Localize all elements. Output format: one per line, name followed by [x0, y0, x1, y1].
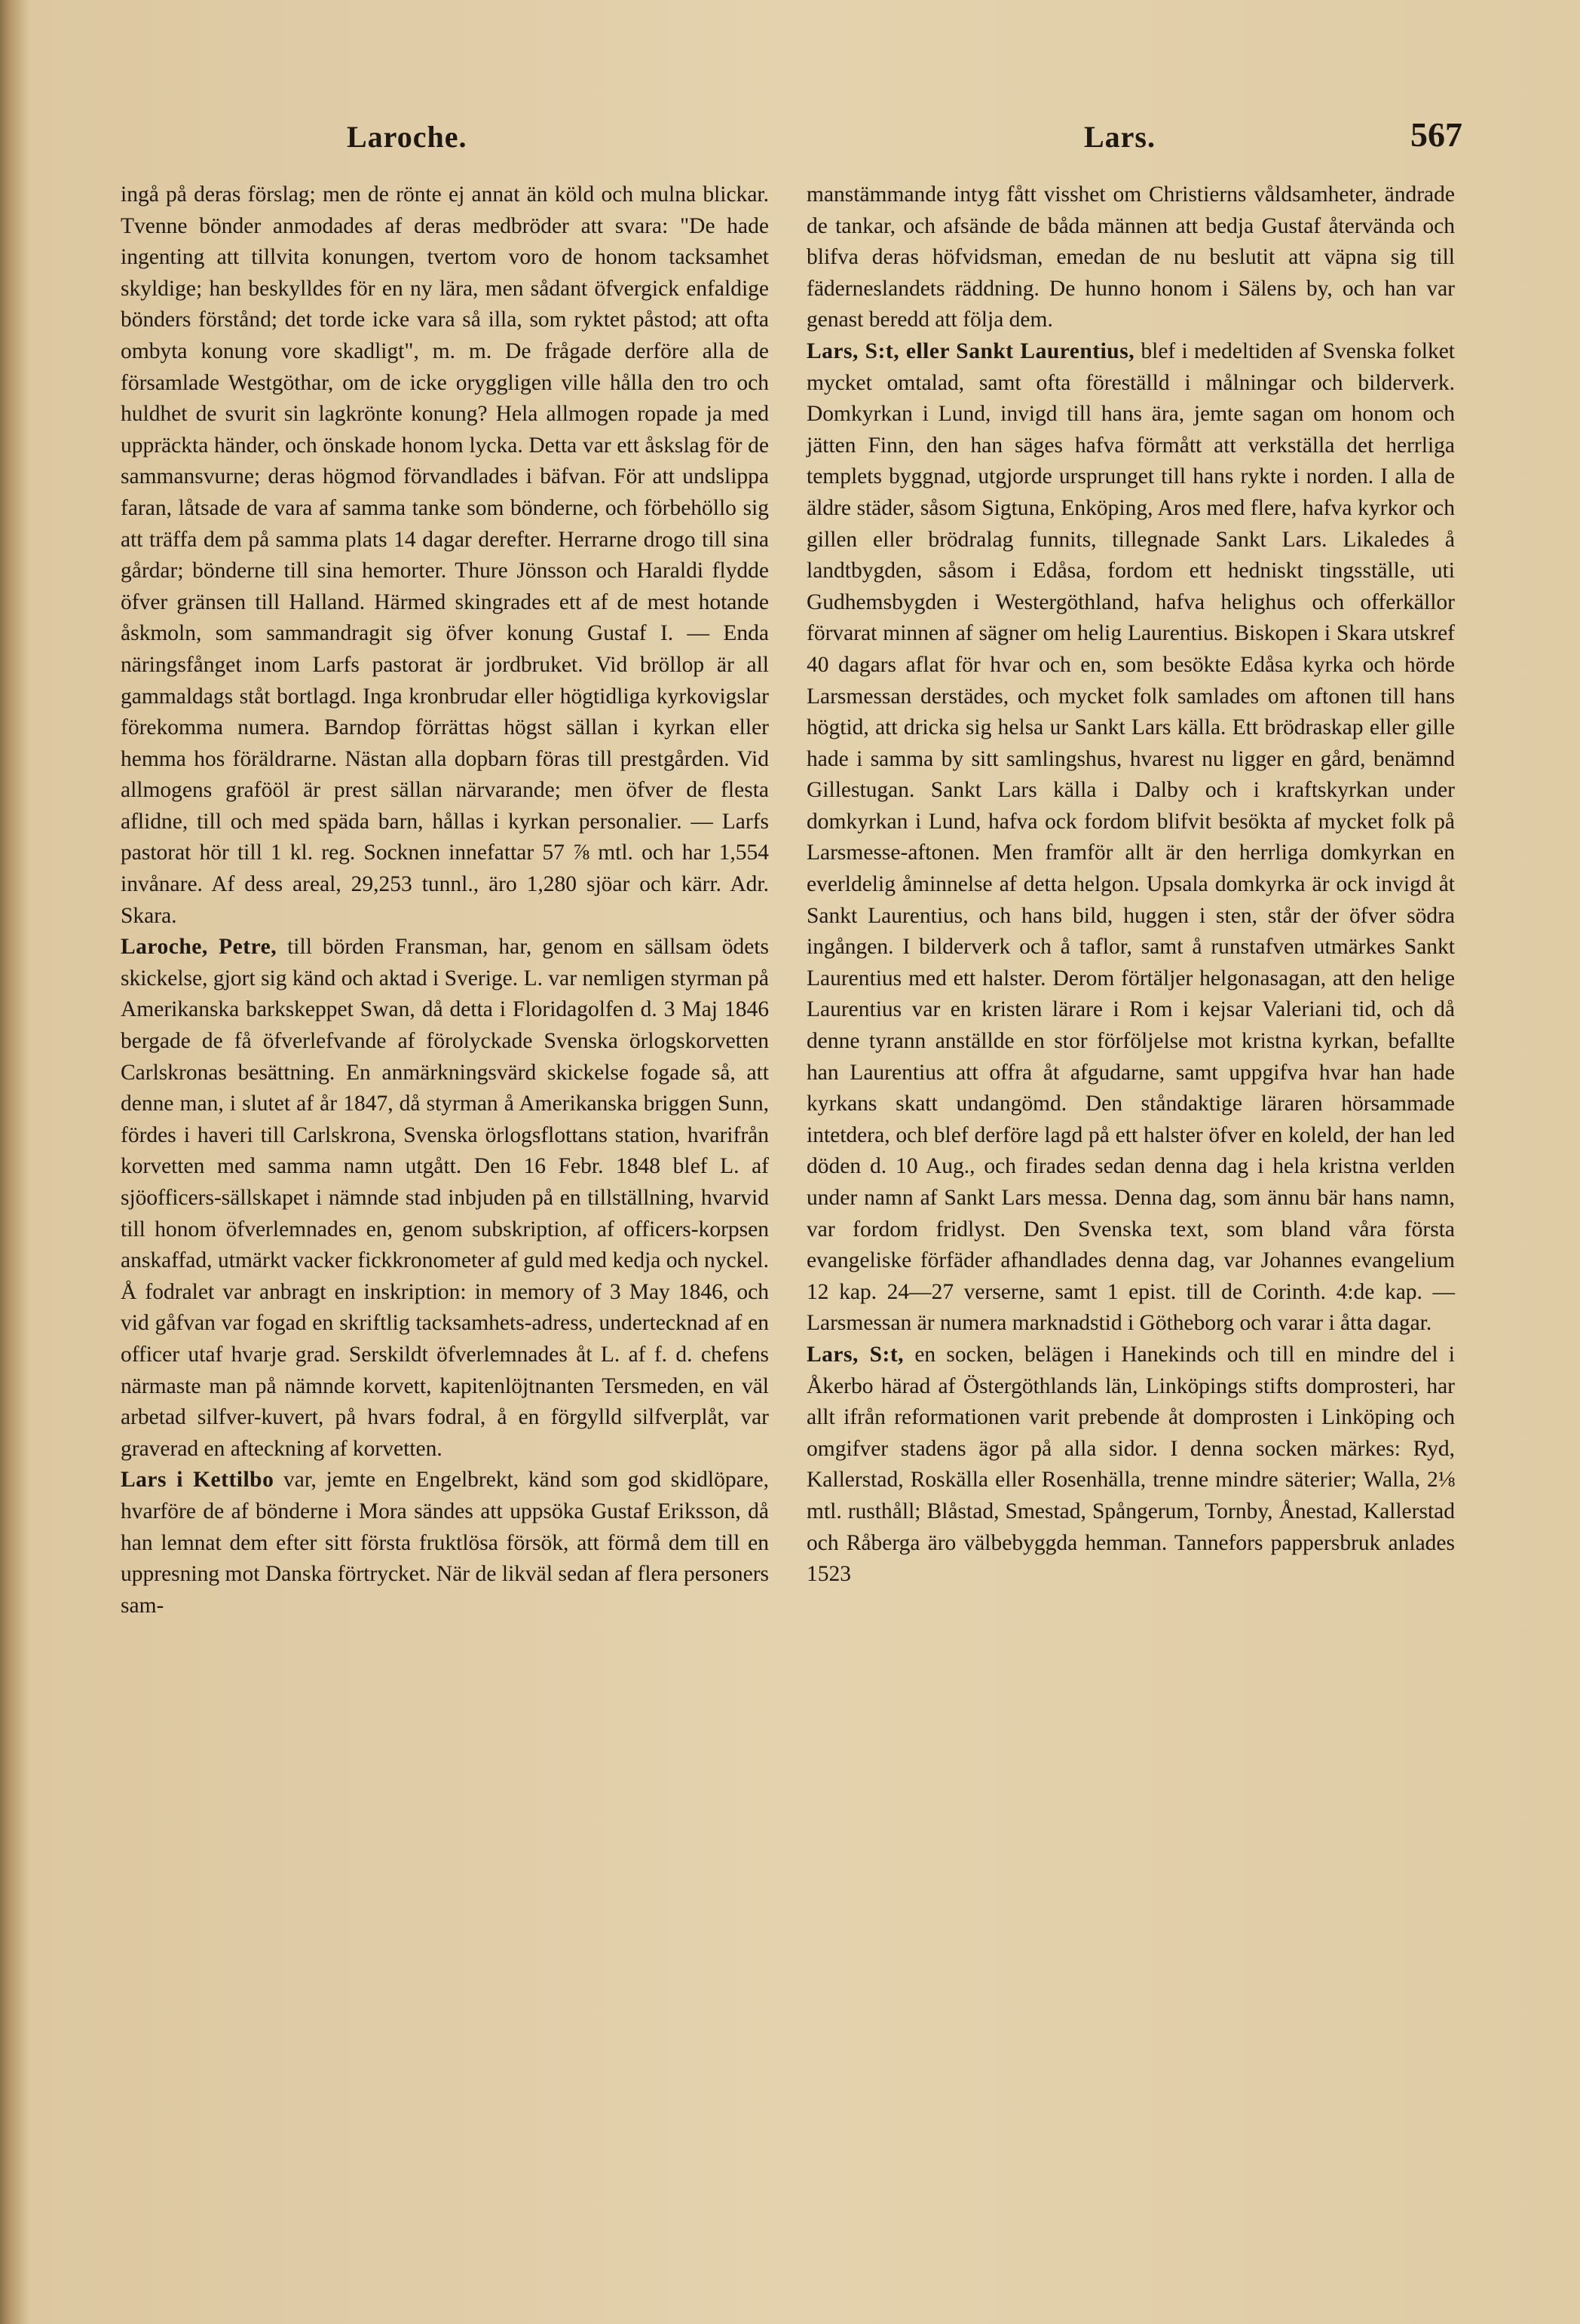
left-running-head: Laroche.	[347, 120, 467, 154]
left-column	[121, 179, 769, 1621]
entry-text: ingå på deras förslag; men de rönte ej annat än köld och mulna blickar. Tvenne bönder anmodades af deras medbröder att svara: "De hade ingenting att tillvita konungen, tvertom voro de honom tacksamhet skyldige; han beskylldes för en ny lära, men sådant öfvergick enfaldige bönders förstånd; det torde icke vara så illa, som ryktet påstod; att ofta ombyta konung vore skadligt", m. m. De frågade derföre alla de församlade Westgöthar, om de icke oryggligen ville hålla den tro och huldhet de svurit sin lagkrönte konung? Hela allmogen ropade ja med uppräckta händer, och önskade honom lycka. Detta var ett åskslag för de sammansvurne; deras högmod förvandlades i bäfvan. För att undslippa faran, låtsade de vara af samma tanke som bönderne, och förbehöllo sig att träffa dem på samma plats 14 dagar derefter. Herrarne drogo till sina gårdar; bönderne till sina hemorter. Thure Jönsson och Haraldi flydde öfver gränsen till Halland. Härmed skingrades ett af de mest hotande åskmoln, som sammandragit sig öfver konung Gustaf I. — Enda näringsfånget inom Larfs pastorat är jordbruket. Vid bröllop är all gammaldags ståt bortlagd. Inga kronbrudar eller högtidliga kyrkovigslar förekomma numera. Barndop förrättas högst sällan i kyrkan eller hemma hos föräldrarne. Nästan alla dopbarn föras till prestgården. Vid allmogens grafööl är prest sällan närvarande; men öfver de flesta aflidne, till och med späda barn, hållas i kyrkan personalier. — Larfs pastorat hör till 1 kl. reg. Socknen innefattar 57 ⅞ mtl. och har 1,554 invånare. Af dess areal, 29,253 tunnl., äro 1,280 sjöar och kärr. Adr. Skara.	[121, 182, 769, 928]
right-column	[807, 179, 1455, 1591]
entry-text: manstämmande intyg fått visshet om Christierns våldsamheter, ändrade de tankar, och afsände de båda männen att bedja Gustaf återvända och blifva deras höfvidsman, emedan de nu beslutit att väpna sig till fäderneslandets räddning. De hunno honom i Sälens by, och han var genast beredd att följa dem.	[807, 182, 1455, 332]
entry-paragraph	[121, 179, 769, 932]
center-running-head: Lars.	[1084, 120, 1156, 154]
entry-paragraph	[121, 932, 769, 1465]
entry-paragraph	[807, 179, 1455, 336]
entry-text: blef i medeltiden af Svenska folket mycket omtalad, samt ofta föreställd i målningar och bilderverk. Domkyrkan i Lund, invigd till hans ära, jemte sagan om honom och jätten Finn, den han säges hafva förmått att verkställa det herrliga templets byggnad, utgjorde ursprunget till hans rykte i norden. I alla de äldre städer, såsom Sigtuna, Enköping, Aros med flere, hafva kyrkor och gillen eller brödralag funnits, tillegnade Sankt Lars. Likaledes å landtbygden, såsom i Edåsa, fordom ett hedniskt tingsställe, uti Gudhemsbygden i Westergöthland, hafva helighus och offerkällor förvarat minnen af sägner om helig Laurentius. Biskopen i Skara utskref 40 dagars aflat för hvar och en, som besökte Edåsa kyrka och hörde Larsmessan derstädes, och mycket folk samlades om aftonen till hans högtid, att dricka sig helsa ur Sankt Lars källa. Ett brödraskap eller gille hade i samma by sitt samlingshus, hvarest nu ligger en gård, benämnd Gillestugan. Sankt Lars källa i Dalby och i kraftskyrkan under domkyrkan i Lund, hafva ock fordom blifvit besökta af mycket folk på Larsmesse-aftonen. Men framför allt är den herrliga domkyrkan en everldelig åminnelse af detta helgon. Upsala domkyrka är ock invigd åt Sankt Laurentius, och hans bild, huggen i sten, står der öfver södra ingången. I bilderverk och å taflor, samt å runstafven utmärkes Sankt Laurentius med ett halster. Derom förtäljer helgonasagan, att den helige Laurentius var en kristen lärare i Rom i kejsar Valeriani tid, och då denne tyrann anställde en stor förföljelse mot kristna kyrkan, befallte han Laurentius att offra åt afgudarne, samt uppgifva hvar han hade kyrkans skatt undangömd. Den ståndaktige läraren hörsammade intetdera, och blef derföre lagd på ett halster öfver en koleld, der han led döden d. 10 Aug., och firades sedan denna dag i hela kristna verlden under namn af Sankt Lars messa. Denna dag, som ännu bär hans namn, var fordom fridlyst. Den Svenska text, som bland våra första evangeliske förfäder afhandlades denna dag, var Johannes evangelium 12 kap. 24—27 verserne, samt 1 epist. till de Corinth. 4:de kap. — Larsmessan är numera marknadstid i Götheborg och varar i åtta dagar.	[807, 338, 1455, 1336]
entry-headword: Lars i Kettilbo	[121, 1468, 274, 1493]
entry-paragraph	[807, 336, 1455, 1340]
entry-headword: Laroche, Petre,	[121, 935, 277, 960]
entry-headword: Lars, S:t,	[807, 1342, 905, 1367]
running-header	[121, 113, 1462, 158]
entry-paragraph	[121, 1465, 769, 1621]
page-number: 567	[1410, 115, 1462, 154]
entry-text: en socken, belägen i Hanekinds och till en mindre del i Åkerbo härad af Östergöthlands län, Linköpings stifts domprosteri, har allt ifrån reformationen varit prebende åt domprosten i Linköping och omgifver stadens ägor på alla sidor. I denna socken märkes: Ryd, Kallerstad, Roskälla eller Rosenhälla, trenne mindre säterier; Walla, 2⅛ mtl. rusthåll; Blåstad, Smestad, Spångerum, Tornby, Ånestad, Kallerstad och Råberga äro välbebyggda hemman. Tannefors pappersbruk anlades 1523	[807, 1342, 1456, 1587]
entry-paragraph	[807, 1340, 1455, 1591]
entry-text: till börden Fransman, har, genom en sällsam ödets skickelse, gjort sig känd och aktad i Sverige. L. var nemligen styrman på Amerikanska barkskeppet Swan, då detta i Floridagolfen d. 3 Maj 1846 bergade de få öfverlefvande af förolyckade Svenska örlogskorvetten Carlskronas besättning. En anmärkningsvärd skickelse fogade så, att denne man, i slutet af år 1847, då styrman å Amerikanska briggen Sunn, fördes i haveri till Carlskrona, Svenska örlogsflottans station, hvarifrån korvetten med samma namn utgått. Den 16 Febr. 1848 blef L. af sjöofficers-sällskapet i nämnde stad inbjuden på en tillställning, hvarvid till honom öfverlemnades en, genom subskription, af officers-korpsen anskaffad, utmärkt vacker fickkronometer af guld med kedja och nyckel. Å fodralet var anbragt en inskription: in memory of 3 May 1846, och vid gåfvan var fogad en skriftlig tacksamhets-adress, undertecknad af en officer utaf hvarje grad. Serskildt öfverlemnades åt L. af f. d. chefens närmaste man på nämnde korvett, kapitenlöjtnanten Tersmeden, en väl arbetad silfver-kuvert, på hvars fodral, å en förgylld silfverplåt, var graverad en afteckning af korvetten.	[121, 935, 770, 1461]
entry-text: var, jemte en Engelbrekt, känd som god skidlöpare, hvarföre de af bönderne i Mora sändes att uppsöka Gustaf Eriksson, då han lemnat dem efter sitt första fruktlösa försök, att förmå dem till en uppresning mot Danska förtrycket. När de likväl sedan af flera personers sam-	[121, 1468, 770, 1618]
entry-headword: Lars, S:t, eller Sankt Laurentius,	[807, 338, 1135, 363]
